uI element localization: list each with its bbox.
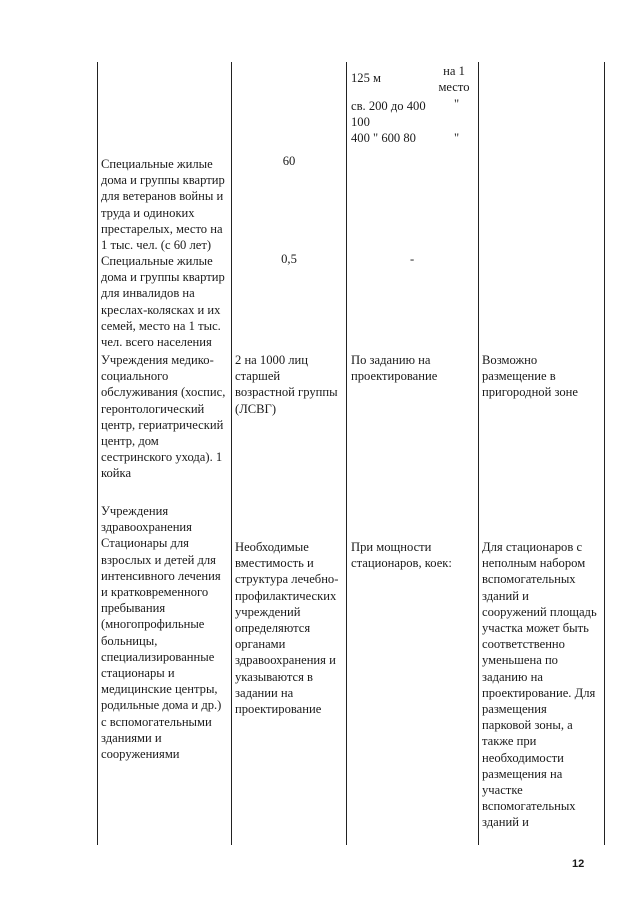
row-norm: 0,5: [281, 252, 297, 266]
row-note: Возможно размещение в пригородной зоне: [482, 353, 579, 400]
column-border-3: [478, 62, 479, 845]
row-name: Специальные жилые дома и группы квартир для ветеранов войны и труда и одиноких престарелых, место на 1 тыс. чел. (с 60 лет): [101, 157, 225, 253]
row-name: Специальные жилые дома и группы квартир для инвалидов на креслах-колясках и их семей, место на 1 тыс. чел. всего населения: [101, 254, 225, 350]
row-name: Учреждения медико- социального обслуживания (хоспис, геронтологический центр, гериатрический центр, дом сестринского ухода). 1 койка: [101, 353, 226, 481]
row-norm: 2 на 1000 лиц старшей возрастной группы (ЛСВГ): [235, 353, 338, 416]
row-name: Учреждения здравоохранения Стационары для взрослых и детей для интенсивного лечения и кратковременного пребывания (многопрофильные больницы, специализированные стационары и медицинские центры, родильные дома и др.) с вспомогательными зданиями и сооружениями: [101, 504, 222, 762]
size-line-200-400: св. 200 до 400: [351, 99, 426, 113]
row-norm: 60: [282, 154, 296, 168]
row-size: При мощности стационаров, коек:: [351, 540, 452, 571]
size-line-100: 100: [351, 115, 370, 129]
size-line-400-600: 400 " 600 80: [351, 131, 416, 145]
row-note: Для стационаров с неполным набором вспомогательных зданий и сооружений площадь участка может быть соответственно уменьшена по заданию на проектирование. Для размещения парковой зоны, а также при необходимости размещения на участке вспомогательных зданий и: [482, 540, 597, 830]
ditto-mark-2: ": [454, 131, 460, 145]
ditto-mark-1: ": [454, 97, 460, 111]
unit-per-place: на 1 место: [438, 64, 470, 95]
page-number: 12: [572, 858, 585, 870]
row-norm: Необходимые вместимость и структура лечебно- профилактических учреждений определяются органами здравоохранения и указываются в задании на проектирование: [235, 540, 339, 717]
column-border-1: [231, 62, 232, 845]
column-border-right: [604, 62, 605, 845]
row-size: По заданию на проектирование: [351, 353, 438, 384]
column-border-left: [97, 62, 98, 845]
size-line-125: 125 м: [351, 71, 382, 85]
row-size: -: [410, 252, 415, 266]
column-border-2: [346, 62, 347, 845]
